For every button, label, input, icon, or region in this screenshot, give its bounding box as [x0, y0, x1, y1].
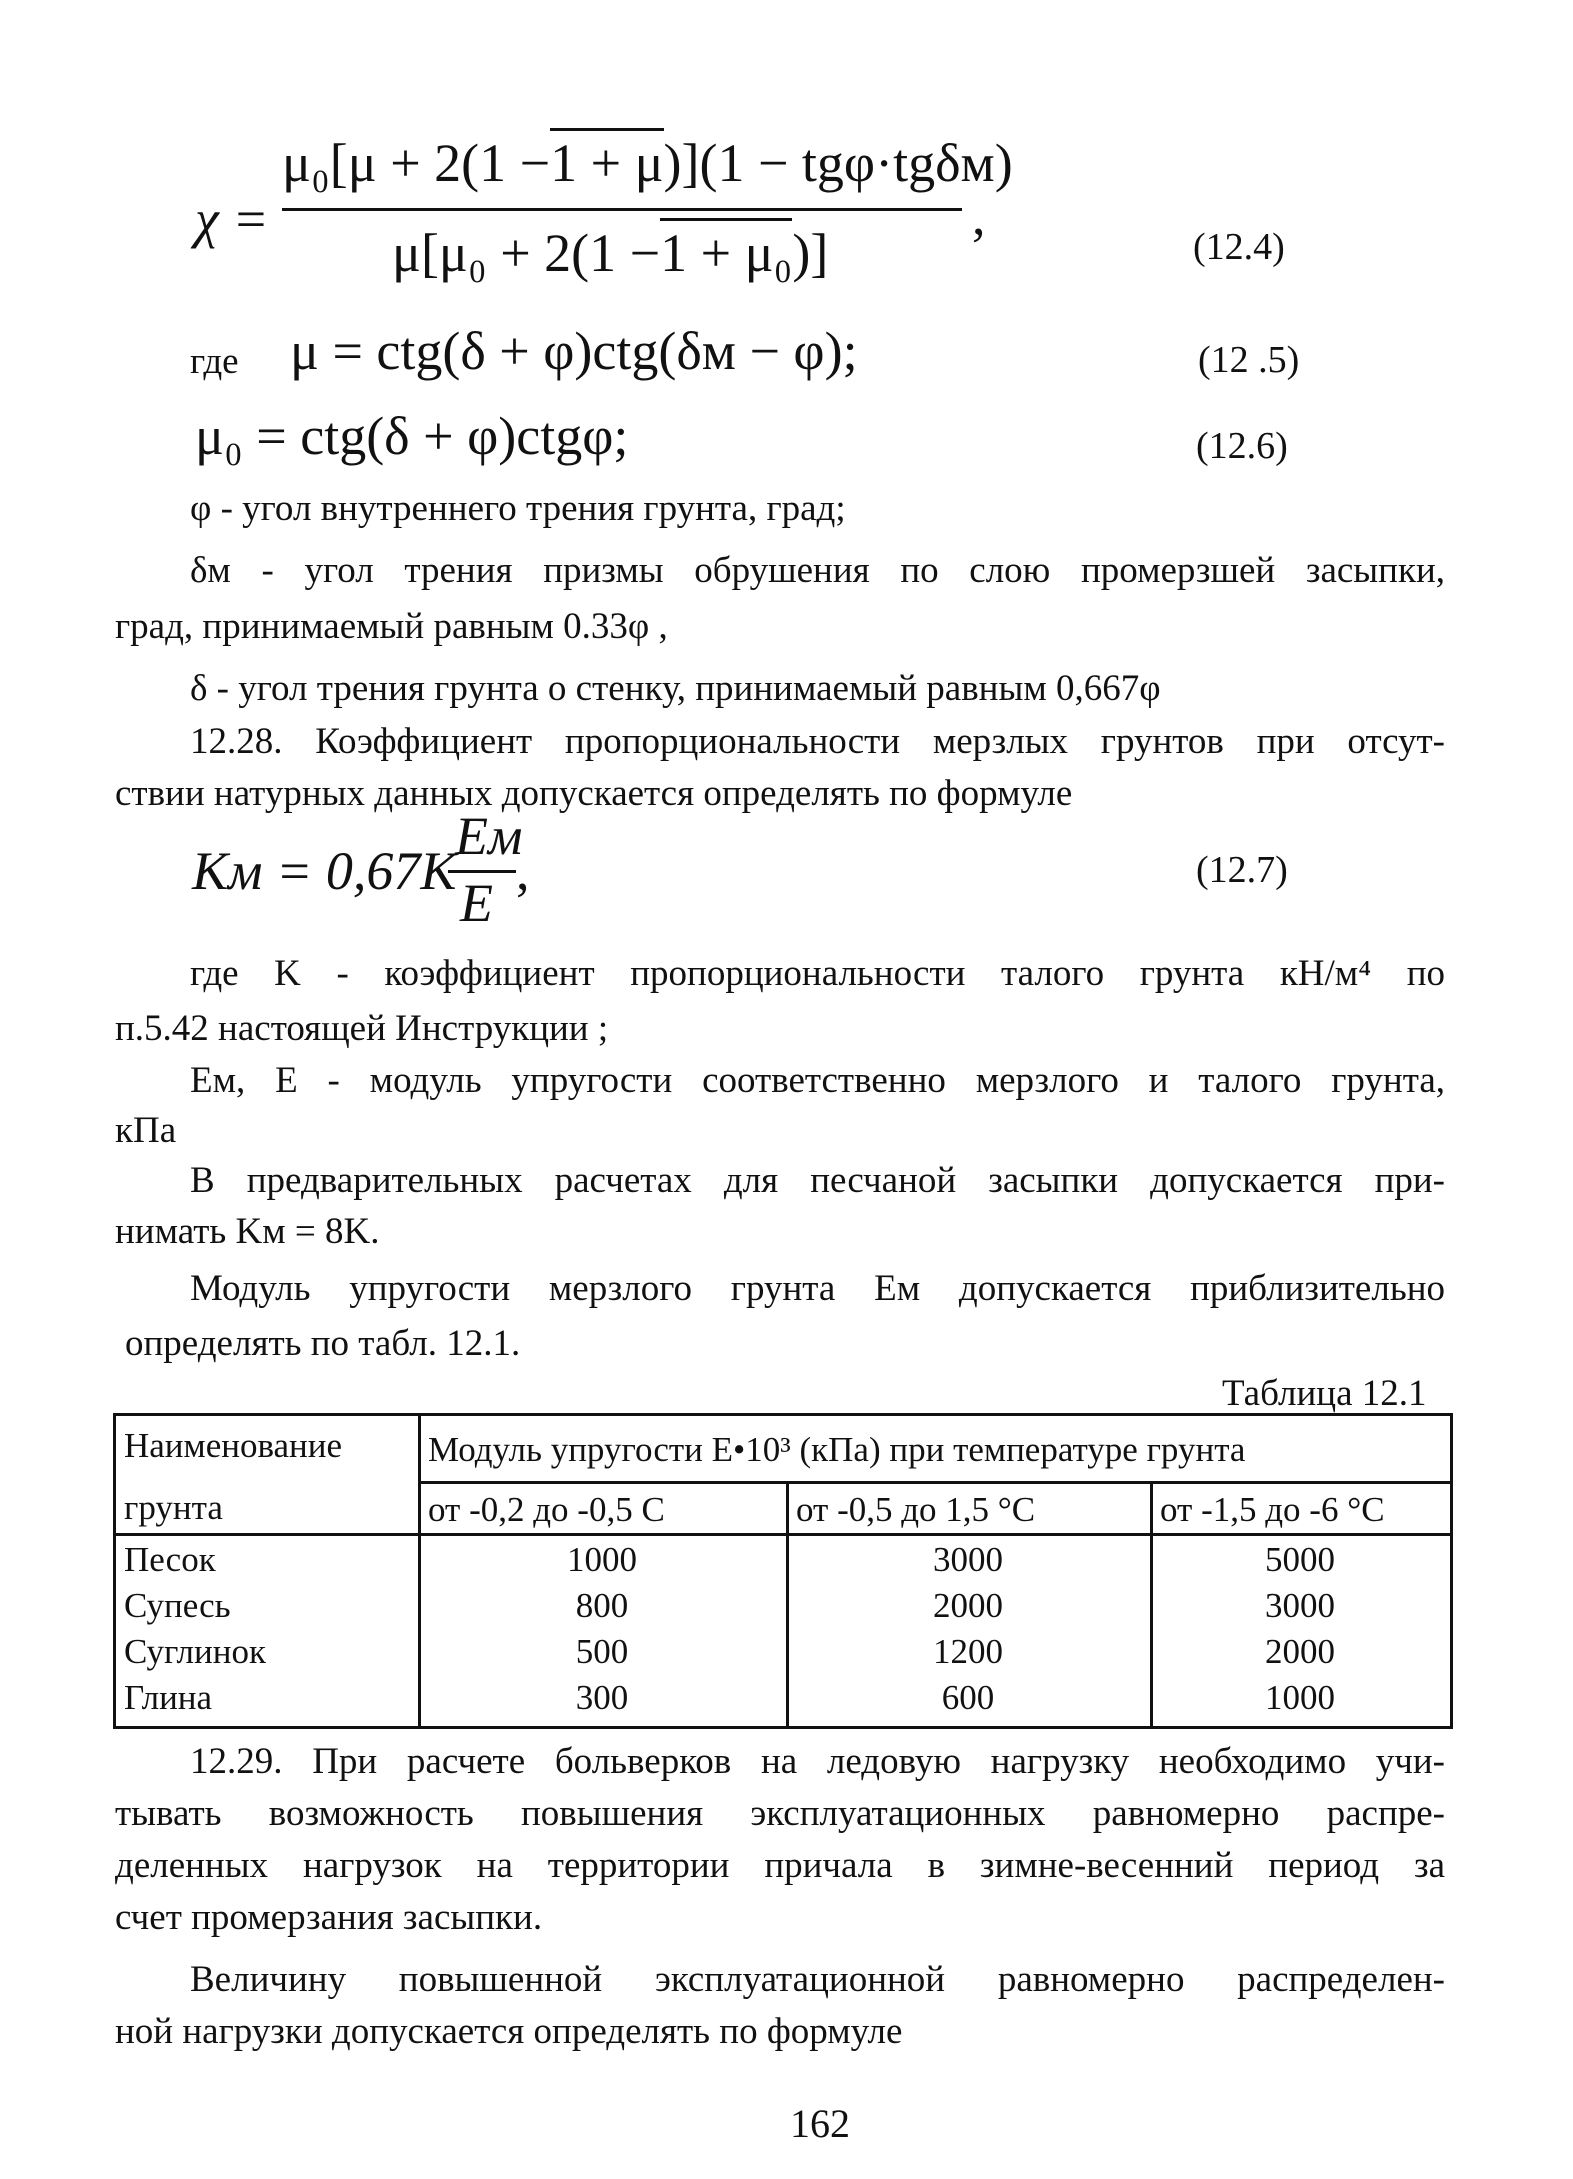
header-soil-name-line2: грунта	[124, 1488, 223, 1527]
row-value: 3000	[1265, 1586, 1335, 1625]
row-value: 500	[575, 1632, 629, 1671]
soil-modulus-table	[113, 1413, 1453, 1729]
row-soil-name: Песок	[124, 1540, 216, 1579]
chi-fraction-bar	[282, 208, 962, 211]
mu-expression: μ = ctg(δ + φ)ctg(δм − φ);	[290, 321, 858, 381]
chi-num-tail: (1 − tgφ·tgδм)	[699, 133, 1013, 193]
table-header-divider	[418, 1481, 1450, 1484]
paragraph-12-29-line2: тывать возможность повышения эксплуатационных равномерно распре-	[115, 1793, 1445, 1834]
row-value: 1000	[567, 1540, 637, 1579]
row-value: 2000	[1265, 1632, 1335, 1671]
phi-definition: φ - угол внутреннего трения грунта, град;	[190, 488, 846, 529]
chi-den-sqrt: 1 + μ₀	[660, 218, 792, 283]
paragraph-12-29-line4: счет промерзания засыпки.	[115, 1897, 543, 1938]
modulus-line1: Модуль упругости мерзлого грунта Eм допускается приблизительно	[190, 1268, 1445, 1309]
row-value: 3000	[933, 1540, 1003, 1579]
page-number: 162	[790, 2101, 850, 2146]
closing-paragraph-line2: ной нагрузки допускается определять по формуле	[115, 2011, 903, 2052]
eq-number-12-6: (12.6)	[1196, 425, 1288, 467]
subheader-range-3: от -1,5 до -6 °С	[1160, 1490, 1385, 1529]
delta-m-definition-line1: δм - угол трения призмы обрушения по слою промерзшей засыпки,	[190, 550, 1445, 591]
header-modulus-span: Модуль упругости E•10³ (кПа) при температуре грунта	[428, 1430, 1246, 1469]
row-value: 2000	[933, 1586, 1003, 1625]
paragraph-12-29-line1: 12.29. При расчете больверков на ледовую нагрузку необходимо учи-	[190, 1741, 1445, 1782]
chi-lhs: χ =	[195, 189, 269, 249]
preliminary-line2: нимать Kм = 8K.	[115, 1211, 380, 1252]
chi-num-mu0: μ₀	[282, 133, 330, 193]
chi-num-sqrt: 1 + μ	[550, 128, 663, 193]
chi-num-bracket-close: )]	[663, 133, 700, 193]
table-caption: Таблица 12.1	[1222, 1373, 1427, 1414]
eq-number-12-7: (12.7)	[1196, 849, 1288, 891]
km-frac-numerator: Eм	[455, 806, 523, 866]
table-body-divider	[116, 1533, 1450, 1536]
paragraph-12-28-line1: 12.28. Коэффициент пропорциональности мерзлых грунтов при отсут-	[190, 721, 1445, 762]
k-definition-line2: п.5.42 настоящей Инструкции ;	[115, 1008, 609, 1049]
row-value: 600	[941, 1678, 995, 1717]
chi-numerator	[282, 132, 1013, 194]
chi-comma: ,	[972, 186, 986, 246]
chi-den-head: μ[μ₀ + 2(1 −	[392, 223, 661, 283]
km-comma: ,	[516, 841, 530, 901]
delta-m-definition-line2: град, принимаемый равным 0.33φ ,	[115, 606, 668, 647]
e-definition-line1: Eм, E - модуль упругости соответственно мерзлого и талого грунта,	[190, 1060, 1445, 1101]
row-soil-name: Суглинок	[124, 1632, 266, 1671]
mu-prefix: где	[190, 341, 239, 382]
chi-denominator	[392, 222, 828, 284]
e-definition-line2: кПа	[115, 1110, 177, 1151]
eq-number-12-5: (12 .5)	[1198, 339, 1300, 381]
subheader-range-2: от -0,5 до 1,5 °С	[796, 1490, 1036, 1529]
closing-paragraph-line1: Величину повышенной эксплуатационной равномерно распределен-	[190, 1959, 1445, 2000]
eq-number-12-4: (12.4)	[1193, 226, 1285, 268]
row-value: 800	[575, 1586, 629, 1625]
subheader-range-1: от -0,2 до -0,5 С	[428, 1490, 665, 1529]
chi-den-close: )]	[792, 223, 829, 283]
km-lhs: Kм = 0,67K	[192, 841, 457, 901]
header-soil-name-line1: Наименование	[124, 1426, 343, 1465]
mu0-expression: μ₀ = ctg(δ + φ)ctgφ;	[195, 406, 629, 466]
chi-num-bracket-open: [μ + 2(1 −	[329, 133, 551, 193]
k-definition-line1: где K - коэффициент пропорциональности талого грунта кН/м⁴ по	[190, 953, 1445, 994]
preliminary-line1: В предварительных расчетах для песчаной засыпки допускается при-	[190, 1160, 1445, 1201]
row-value: 1200	[933, 1632, 1003, 1671]
paragraph-12-28-line2: ствии натурных данных допускается определять по формуле	[115, 773, 1073, 814]
row-soil-name: Глина	[124, 1678, 213, 1717]
km-frac-denominator: E	[460, 873, 493, 933]
row-value: 1000	[1265, 1678, 1335, 1717]
row-value: 5000	[1265, 1540, 1335, 1579]
delta-definition: δ - угол трения грунта о стенку, принимаемый равным 0,667φ	[190, 668, 1161, 709]
modulus-line2: определять по табл. 12.1.	[125, 1323, 521, 1364]
paragraph-12-29-line3: деленных нагрузок на территории причала в зимне-весенний период за	[115, 1845, 1445, 1886]
row-value: 300	[575, 1678, 629, 1717]
row-soil-name: Супесь	[124, 1586, 231, 1625]
